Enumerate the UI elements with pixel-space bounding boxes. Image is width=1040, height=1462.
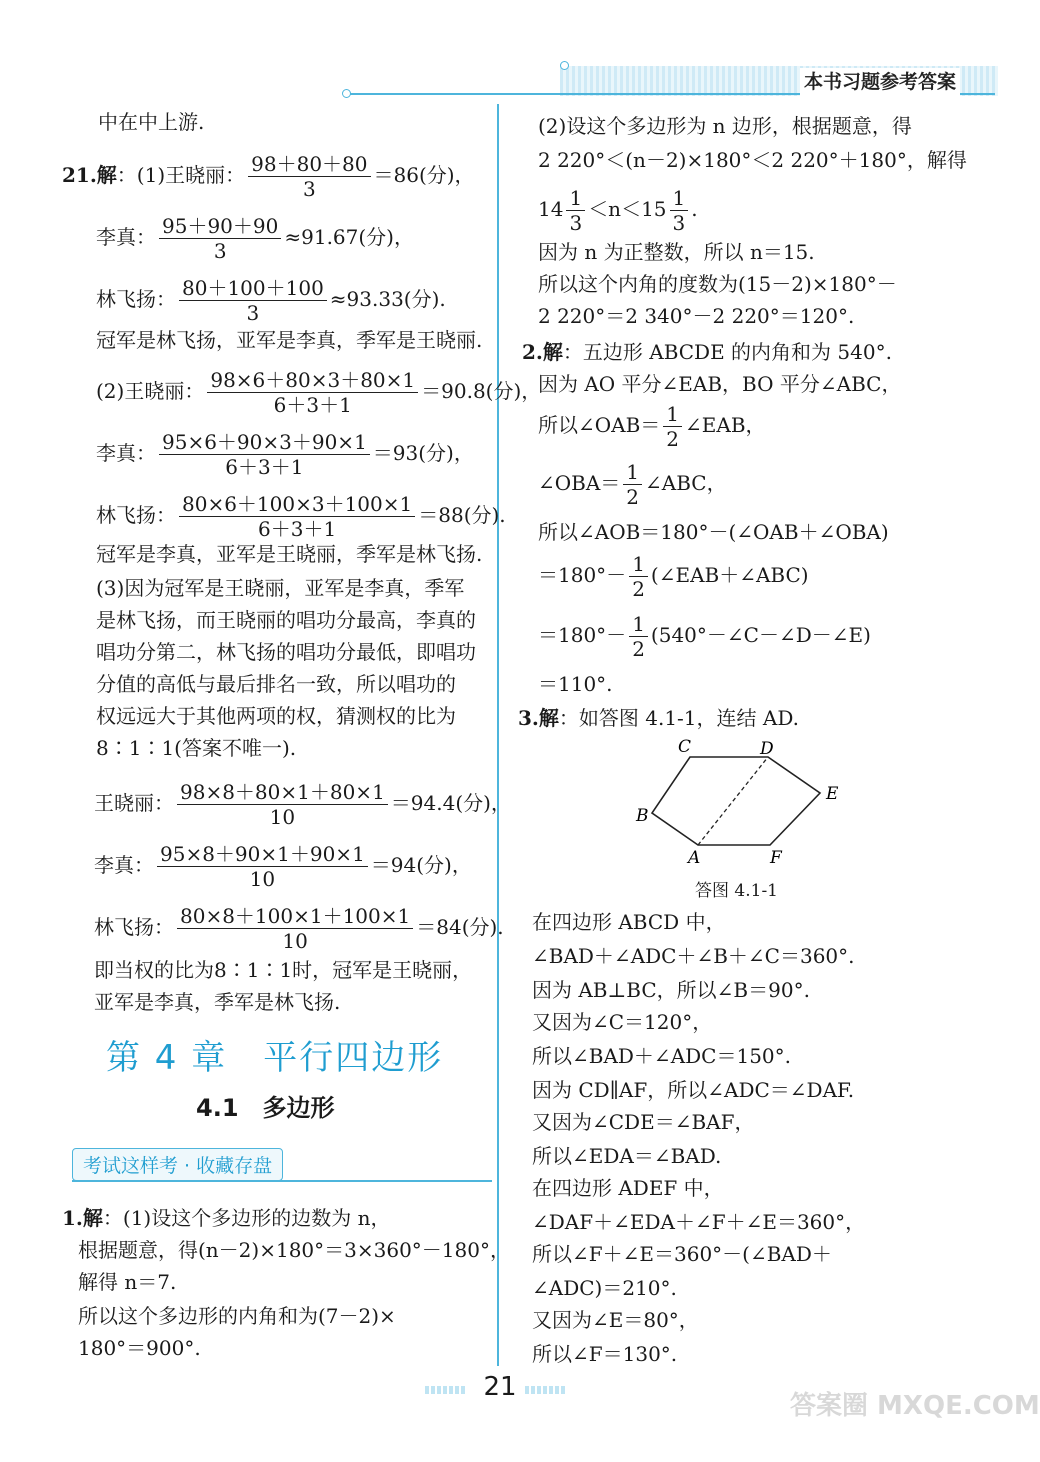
fraction <box>670 186 689 235</box>
text-line: 所以∠F＋∠E＝360°－(∠BAD＋ <box>532 1242 832 1266</box>
text-line: 解得 n＝7. <box>78 1270 177 1294</box>
text-line: 又因为∠C＝120°， <box>532 1010 713 1034</box>
text: 林飞扬： <box>96 287 176 311</box>
formula-line <box>538 402 766 451</box>
text-line: 又因为∠E＝80°， <box>532 1308 699 1332</box>
numerator: 80×8＋100×1＋100×1 <box>177 904 413 929</box>
formula-line <box>96 368 541 417</box>
q2-label: 2.解 <box>522 340 563 364</box>
text-line: ∠BAD＋∠ADC＋∠B＋∠C＝360°. <box>532 944 855 968</box>
text-line: 冠军是林飞扬，亚军是李真，季军是王晓丽. <box>96 328 483 352</box>
text: . <box>691 197 698 221</box>
denominator: 3 <box>213 239 227 263</box>
text: ＜n＜15 <box>588 197 667 221</box>
result: ＝86(分)， <box>373 163 475 187</box>
text: ＝180°－ <box>538 563 627 587</box>
text-line: 唱功分第二，林飞扬的唱功分最低，即唱功 <box>96 640 476 664</box>
text-line: 权远远大于其他两项的权，猜测权的比为 <box>96 704 456 728</box>
text-line: 中在中上游. <box>98 110 205 134</box>
text-line: 因为 AO 平分∠EAB，BO 平分∠ABC， <box>538 372 902 396</box>
fraction <box>623 460 642 509</box>
text: ：五边形 ABCDE 的内角和为 540°. <box>562 340 892 364</box>
label-c: C <box>678 737 692 757</box>
fraction <box>179 492 415 541</box>
text: ∠EAB， <box>685 413 766 437</box>
denominator: 3 <box>302 177 316 201</box>
q1-label: 1.解 <box>62 1206 103 1230</box>
text-line: ∠DAF＋∠EDA＋∠F＋∠E＝360°， <box>532 1210 866 1234</box>
denominator: 6＋3＋1 <box>225 455 304 479</box>
text-line: 所以∠EDA＝∠BAD. <box>532 1144 722 1168</box>
fraction <box>629 612 648 661</box>
denominator: 2 <box>626 485 640 509</box>
text-line: 所以∠BAD＋∠ADC＝150°. <box>532 1044 792 1068</box>
label-a: A <box>688 848 701 868</box>
fraction <box>177 780 388 829</box>
watermark: 答案圈 MXQE.COM <box>790 1391 1040 1421</box>
text: ＝180°－ <box>538 623 627 647</box>
text-line: (2)设这个多边形为 n 边形，根据题意，得 <box>538 114 912 138</box>
numerator: 98×6＋80×3＋80×1 <box>207 368 418 393</box>
q1-line <box>62 1204 390 1232</box>
text: 王晓丽： <box>94 791 174 815</box>
q21-label: 21.解 <box>62 163 117 187</box>
numerator: 95×8＋90×1＋90×1 <box>157 842 368 867</box>
denominator: 3 <box>569 211 583 235</box>
label-b: B <box>636 806 649 826</box>
fraction <box>207 368 418 417</box>
text-line: 因为 CD∥AF，所以∠ADC＝∠DAF. <box>532 1078 855 1102</box>
header-dot-top <box>560 61 569 70</box>
denominator: 2 <box>666 427 680 451</box>
result: ＝94.4(分)， <box>390 791 511 815</box>
page-deco-left <box>425 1386 465 1394</box>
fraction <box>157 842 368 891</box>
hexagon-shape <box>652 757 820 845</box>
denominator: 2 <box>632 577 645 601</box>
result: ＝84(分). <box>416 915 504 939</box>
label-d: D <box>760 739 774 759</box>
text-line: 即当权的比为8∶1∶1时，冠军是王晓丽， <box>94 958 473 982</box>
text-line: 所以∠F＝130°. <box>532 1342 678 1366</box>
text-line: 180°＝900°. <box>78 1336 201 1360</box>
label-e: E <box>826 784 839 804</box>
formula-line <box>538 612 871 661</box>
denominator: 10 <box>269 805 296 829</box>
text-line: 2 220°＜(n－2)×180°＜2 220°＋180°，解得 <box>538 148 967 172</box>
text-line: ＝110°. <box>538 672 613 696</box>
text: 李真： <box>94 853 154 877</box>
result: ＝94(分)， <box>370 853 472 877</box>
fraction <box>159 430 370 479</box>
text: ∠OBA＝ <box>538 471 621 495</box>
header-title: 本书习题参考答案 <box>800 68 960 96</box>
denominator: 10 <box>282 929 308 953</box>
result: ≈91.67(分)， <box>284 225 414 249</box>
text-line: 所以∠AOB＝180°－(∠OAB＋∠OBA) <box>538 520 889 544</box>
result: ＝93(分)， <box>372 441 474 465</box>
text: ∠ABC， <box>645 471 727 495</box>
formula-line <box>94 904 504 953</box>
fraction <box>177 904 413 953</box>
formula-line <box>538 552 809 601</box>
header-dot-left <box>342 89 351 98</box>
numerator: 1 <box>623 460 642 485</box>
text: (2)王晓丽： <box>96 379 205 403</box>
text: ：如答图 4.1-1，连结 AD. <box>558 706 800 730</box>
numerator: 95＋90＋90 <box>159 214 281 239</box>
text-line: 所以这个多边形的内角和为(7－2)× <box>78 1304 396 1328</box>
text-line: 因为 AB⊥BC，所以∠B＝90°. <box>532 978 810 1002</box>
numerator: 1 <box>629 612 648 637</box>
text: ：(1)设这个多边形的边数为 n， <box>102 1206 391 1230</box>
result: ＝88(分). <box>418 503 506 527</box>
text-line: 冠军是李真，亚军是王晓丽，季军是林飞扬. <box>96 542 483 566</box>
numerator: 98＋80＋80 <box>248 152 370 177</box>
text: 李真： <box>96 225 156 249</box>
denominator: 6＋3＋1 <box>258 517 337 541</box>
denominator: 3 <box>246 301 260 325</box>
fraction <box>629 552 648 601</box>
fraction <box>179 276 327 325</box>
q2-line <box>522 338 892 366</box>
chapter-title: 第 4 章 平行四边形 <box>106 1038 444 1078</box>
section-title: 4.1 多边形 <box>196 1094 335 1122</box>
figure-caption: 答图 4.1-1 <box>695 881 778 901</box>
denominator: 6＋3＋1 <box>273 393 352 417</box>
text: 14 <box>538 197 564 221</box>
numerator: 1 <box>629 552 648 577</box>
formula-line <box>96 492 506 541</box>
numerator: 1 <box>566 186 585 211</box>
text: (540°－∠C－∠D－∠E) <box>650 623 871 647</box>
text-line: 又因为∠CDE＝∠BAF， <box>532 1110 755 1134</box>
numerator: 98×8＋80×1＋80×1 <box>177 780 388 805</box>
fraction <box>248 152 370 201</box>
denominator: 3 <box>672 211 686 235</box>
hexagon-figure <box>630 735 850 870</box>
text-line: ∠ADC)＝210°. <box>532 1276 677 1300</box>
text-line: 根据题意，得(n－2)×180°＝3×360°－180°， <box>78 1238 510 1262</box>
text: 林飞扬： <box>96 503 176 527</box>
label-f: F <box>770 848 782 868</box>
text-line: (3)因为冠军是王晓丽，亚军是李真，季军 <box>96 576 465 600</box>
text-line: 是林飞扬，而王晓丽的唱功分最高，李真的 <box>96 608 476 632</box>
text: ：(1)王晓丽： <box>116 163 246 187</box>
text-line: 在四边形 ADEF 中， <box>532 1176 724 1200</box>
text-line: 在四边形 ABCD 中， <box>532 910 726 934</box>
text: 李真： <box>96 441 156 465</box>
formula-line <box>538 186 698 235</box>
page-number: 21 <box>483 1372 517 1402</box>
formula-line <box>96 430 474 479</box>
column-divider <box>497 104 499 1366</box>
text: (∠EAB＋∠ABC) <box>650 563 809 587</box>
formula-line <box>96 214 414 263</box>
numerator: 1 <box>670 186 689 211</box>
text-line: 亚军是李真，季军是林飞扬. <box>94 990 341 1014</box>
fraction <box>159 214 281 263</box>
numerator: 80×6＋100×3＋100×1 <box>179 492 415 517</box>
diagonal-ad <box>698 757 768 845</box>
numerator: 1 <box>663 402 682 427</box>
section-tag: 考试这样考 · 收藏存盘 <box>72 1148 283 1181</box>
result: ≈93.33(分). <box>329 287 446 311</box>
text-line: 所以这个内角的度数为(15－2)×180°－ <box>538 272 897 296</box>
text-line: 因为 n 为正整数，所以 n＝15. <box>538 240 815 264</box>
denominator: 2 <box>632 637 645 661</box>
page-deco-right <box>525 1386 565 1394</box>
numerator: 80＋100＋100 <box>179 276 327 301</box>
text: 所以∠OAB＝ <box>538 413 661 437</box>
formula-line <box>538 460 727 509</box>
q3-line <box>518 704 799 732</box>
text: 林飞扬： <box>94 915 174 939</box>
result: ＝90.8(分)， <box>421 379 542 403</box>
fraction <box>663 402 682 451</box>
formula-line <box>96 276 446 325</box>
text-line: 2 220°＝2 340°－2 220°＝120°. <box>538 304 855 328</box>
q3-label: 3.解 <box>518 706 559 730</box>
text-line: 8∶1∶1(答案不唯一). <box>96 736 297 760</box>
q21-line <box>62 152 475 201</box>
formula-line <box>94 780 511 829</box>
fraction <box>566 186 585 235</box>
numerator: 95×6＋90×3＋90×1 <box>159 430 370 455</box>
formula-line <box>94 842 472 891</box>
denominator: 10 <box>249 867 276 891</box>
text-line: 分值的高低与最后排名一致，所以唱功的 <box>96 672 456 696</box>
